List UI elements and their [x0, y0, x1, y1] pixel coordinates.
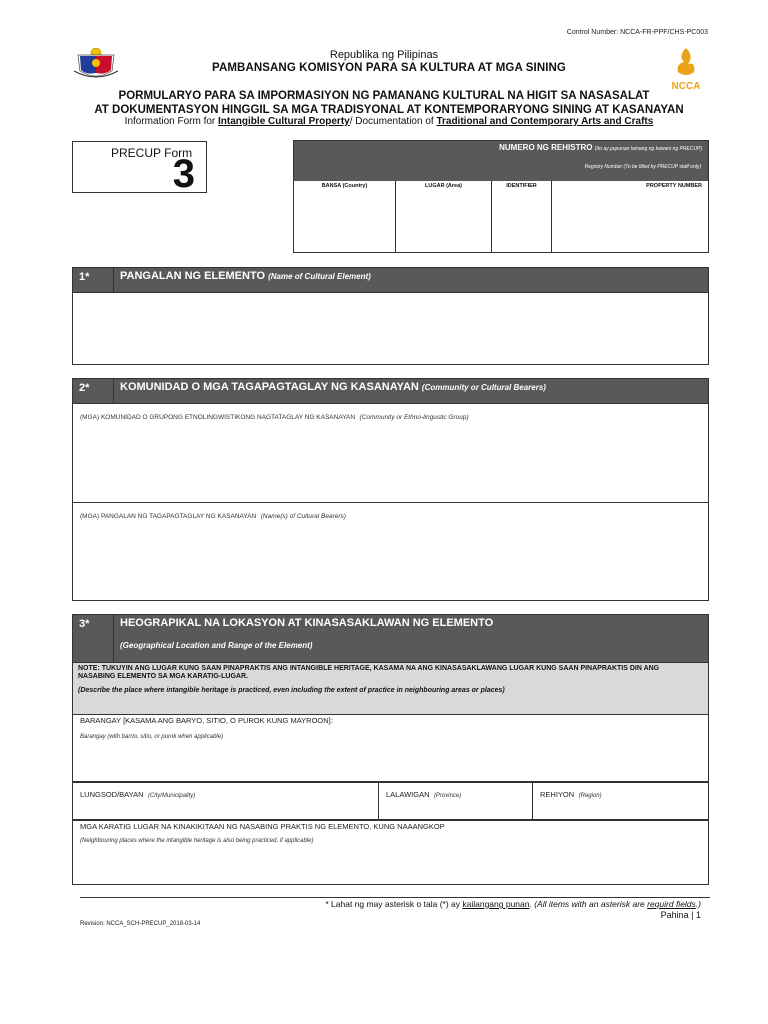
subtitle-prefix: Information Form for [124, 116, 219, 127]
section3-title-en: (Geographical Location and Range of the Element) [120, 641, 313, 650]
section3-note [72, 663, 709, 715]
philippine-seal-icon [72, 41, 120, 81]
registry-country-field[interactable]: BANSA (Country) [294, 181, 396, 253]
neighbouring-label: MGA KARATIG LUGAR NA KINAKIKITAAN NG NASABING PRAKTIS NG ELEMENTO, KUNG NAAANGKOP [80, 822, 445, 831]
section2-title [120, 381, 546, 393]
section1-title-text: PANGALAN NG ELEMENTO [120, 270, 266, 282]
subtitle-link-icp: Intangible Cultural Property [218, 116, 350, 127]
footer-divider [80, 897, 710, 898]
form-subtitle [0, 116, 768, 127]
ncca-flame-icon [666, 46, 706, 80]
section1-header [72, 267, 709, 293]
ncca-logo [666, 46, 706, 90]
section3-number: 3* [73, 615, 114, 662]
province-label: LALAWIGAN [386, 790, 430, 799]
registry-identifier-field[interactable]: IDENTIFIER [492, 181, 552, 253]
community-group-field[interactable] [72, 404, 709, 503]
neighbouring-places-field[interactable] [72, 820, 709, 885]
ncca-logo-text: NCCA [671, 81, 701, 92]
community-group-label-en: (Community or Ethno-lingustic Group) [359, 414, 469, 421]
section3-note-line1: NOTE: TUKUYIN ANG LUGAR KUNG SAAN PINAPRAKTIS ANG INTANGIBLE HERITAGE, KASAMA NA ANG KINASASAKLAWANG LUGAR KUNG SAAN PINAPRAKTIS DIN ANG [78, 665, 660, 672]
section3-title: HEOGRAPIKAL NA LOKASYON AT KINASASAKLAWAN NG ELEMENTO [120, 617, 494, 629]
region-label: REHIYON [540, 790, 575, 799]
footer-note-end: .) [695, 899, 701, 909]
section2-title-text: KOMUNIDAD O MGA TAGAPAGTAGLAY NG KASANAYAN [120, 381, 419, 393]
city-label: LUNGSOD/BAYAN [80, 790, 144, 799]
city-municipality-field[interactable] [72, 782, 379, 820]
form-title-line2: AT DOKUMENTASYON HINGGIL SA MGA TRADISYONAL AT KONTEMPORARYONG SINING AT KASANAYAN [94, 104, 684, 116]
section2-title-en: (Community or Cultural Bearers) [421, 383, 546, 392]
control-number: Control Number: NCCA-FR-PPF/CHS-PC003 [566, 29, 708, 36]
registry-subtitle: Registry Number (To be filled by PRECUP staff only) [584, 164, 701, 170]
barangay-label-en: Barangay (with barrio, sitio, or purok when applicable) [80, 734, 224, 740]
section1-title-en: (Name of Cultural Element) [268, 272, 371, 281]
footer-note-required-en: requird fields [647, 899, 696, 909]
barangay-field[interactable] [72, 715, 709, 782]
form-title-line1: PORMULARYO PARA SA IMPORMASIYON NG PAMANANG KULTURAL NA HIGIT SA NASASALAT [118, 90, 650, 102]
subtitle-mid: / Documentation of [349, 116, 437, 127]
subtitle-link-arts: Traditional and Contemporary Arts and Crafts [436, 116, 654, 127]
footer-note-required: kailangang punan [462, 899, 530, 909]
section1-number: 1* [73, 268, 114, 292]
precup-form-label: PRECUP Form [111, 146, 193, 160]
footer-note-prefix: * Lahat ng may asterisk o tala (*) ay [325, 899, 463, 909]
province-field[interactable] [378, 782, 533, 820]
section2-number: 2* [73, 379, 114, 403]
registry-title-text: NUMERO NG REHISTRO [499, 143, 593, 152]
cultural-bearers-field[interactable] [72, 502, 709, 601]
city-label-en: (City/Municipality) [147, 793, 196, 799]
section3-header [72, 614, 709, 663]
footer-note-mid: . (All items with an asterisk are [529, 899, 648, 909]
cultural-bearers-label-en: (Name(s) of Cultural Bearers) [260, 513, 346, 520]
region-label-en: (Region) [578, 793, 602, 799]
required-fields-note [325, 899, 701, 909]
republic-heading: Republika ng Pilipinas [329, 49, 439, 61]
registry-title [499, 143, 702, 152]
precup-form-number: 3 [172, 152, 195, 196]
section1-title [120, 270, 371, 282]
registry-header [294, 141, 708, 181]
region-field[interactable] [532, 782, 709, 820]
province-label-en: (Province) [433, 793, 462, 799]
cultural-bearers-label: (MGA) PANGALAN NG TAGAPAGTAGLAY NG KASANAYAN [80, 513, 257, 520]
precup-form-box [72, 141, 207, 196]
community-group-label: (MGA) KOMUNIDAD O GRUPONG ETNOLINGWISTIKONG NAGTATAGLAY NG KASANAYAN [80, 414, 356, 421]
registry-number-box [293, 140, 709, 253]
element-name-field[interactable] [72, 293, 709, 365]
registry-area-field[interactable]: LUGAR (Area) [396, 181, 492, 253]
revision-label: Revision: NCCA_SCH-PRECUP_2018-03-14 [80, 921, 201, 927]
page-number: Pahina | 1 [660, 910, 701, 920]
section3-note-en: (Describe the place where intangible heritage is practiced, even including the extent of practice in neighbouring areas or places) [78, 687, 505, 694]
section3-note-line2: NASABING ELEMENTO SA MGA KARATIG-LUGAR. [78, 673, 248, 680]
registry-title-note: (Ito ay pupunan lamang ng kawani ng PRECUP) [594, 146, 702, 152]
section2-header [72, 378, 709, 404]
neighbouring-label-en: (Neighbouring places where the intangible heritage is also being practiced, if applicable) [80, 838, 314, 844]
registry-property-number-field[interactable]: PROPERTY NUMBER [646, 183, 702, 189]
barangay-label: BARANGAY [KASAMA ANG BARYO, SITIO, O PUROK KUNG MAYROON]: [80, 716, 333, 725]
commission-heading: PAMBANSANG KOMISYON PARA SA KULTURA AT MGA SINING [212, 62, 566, 74]
